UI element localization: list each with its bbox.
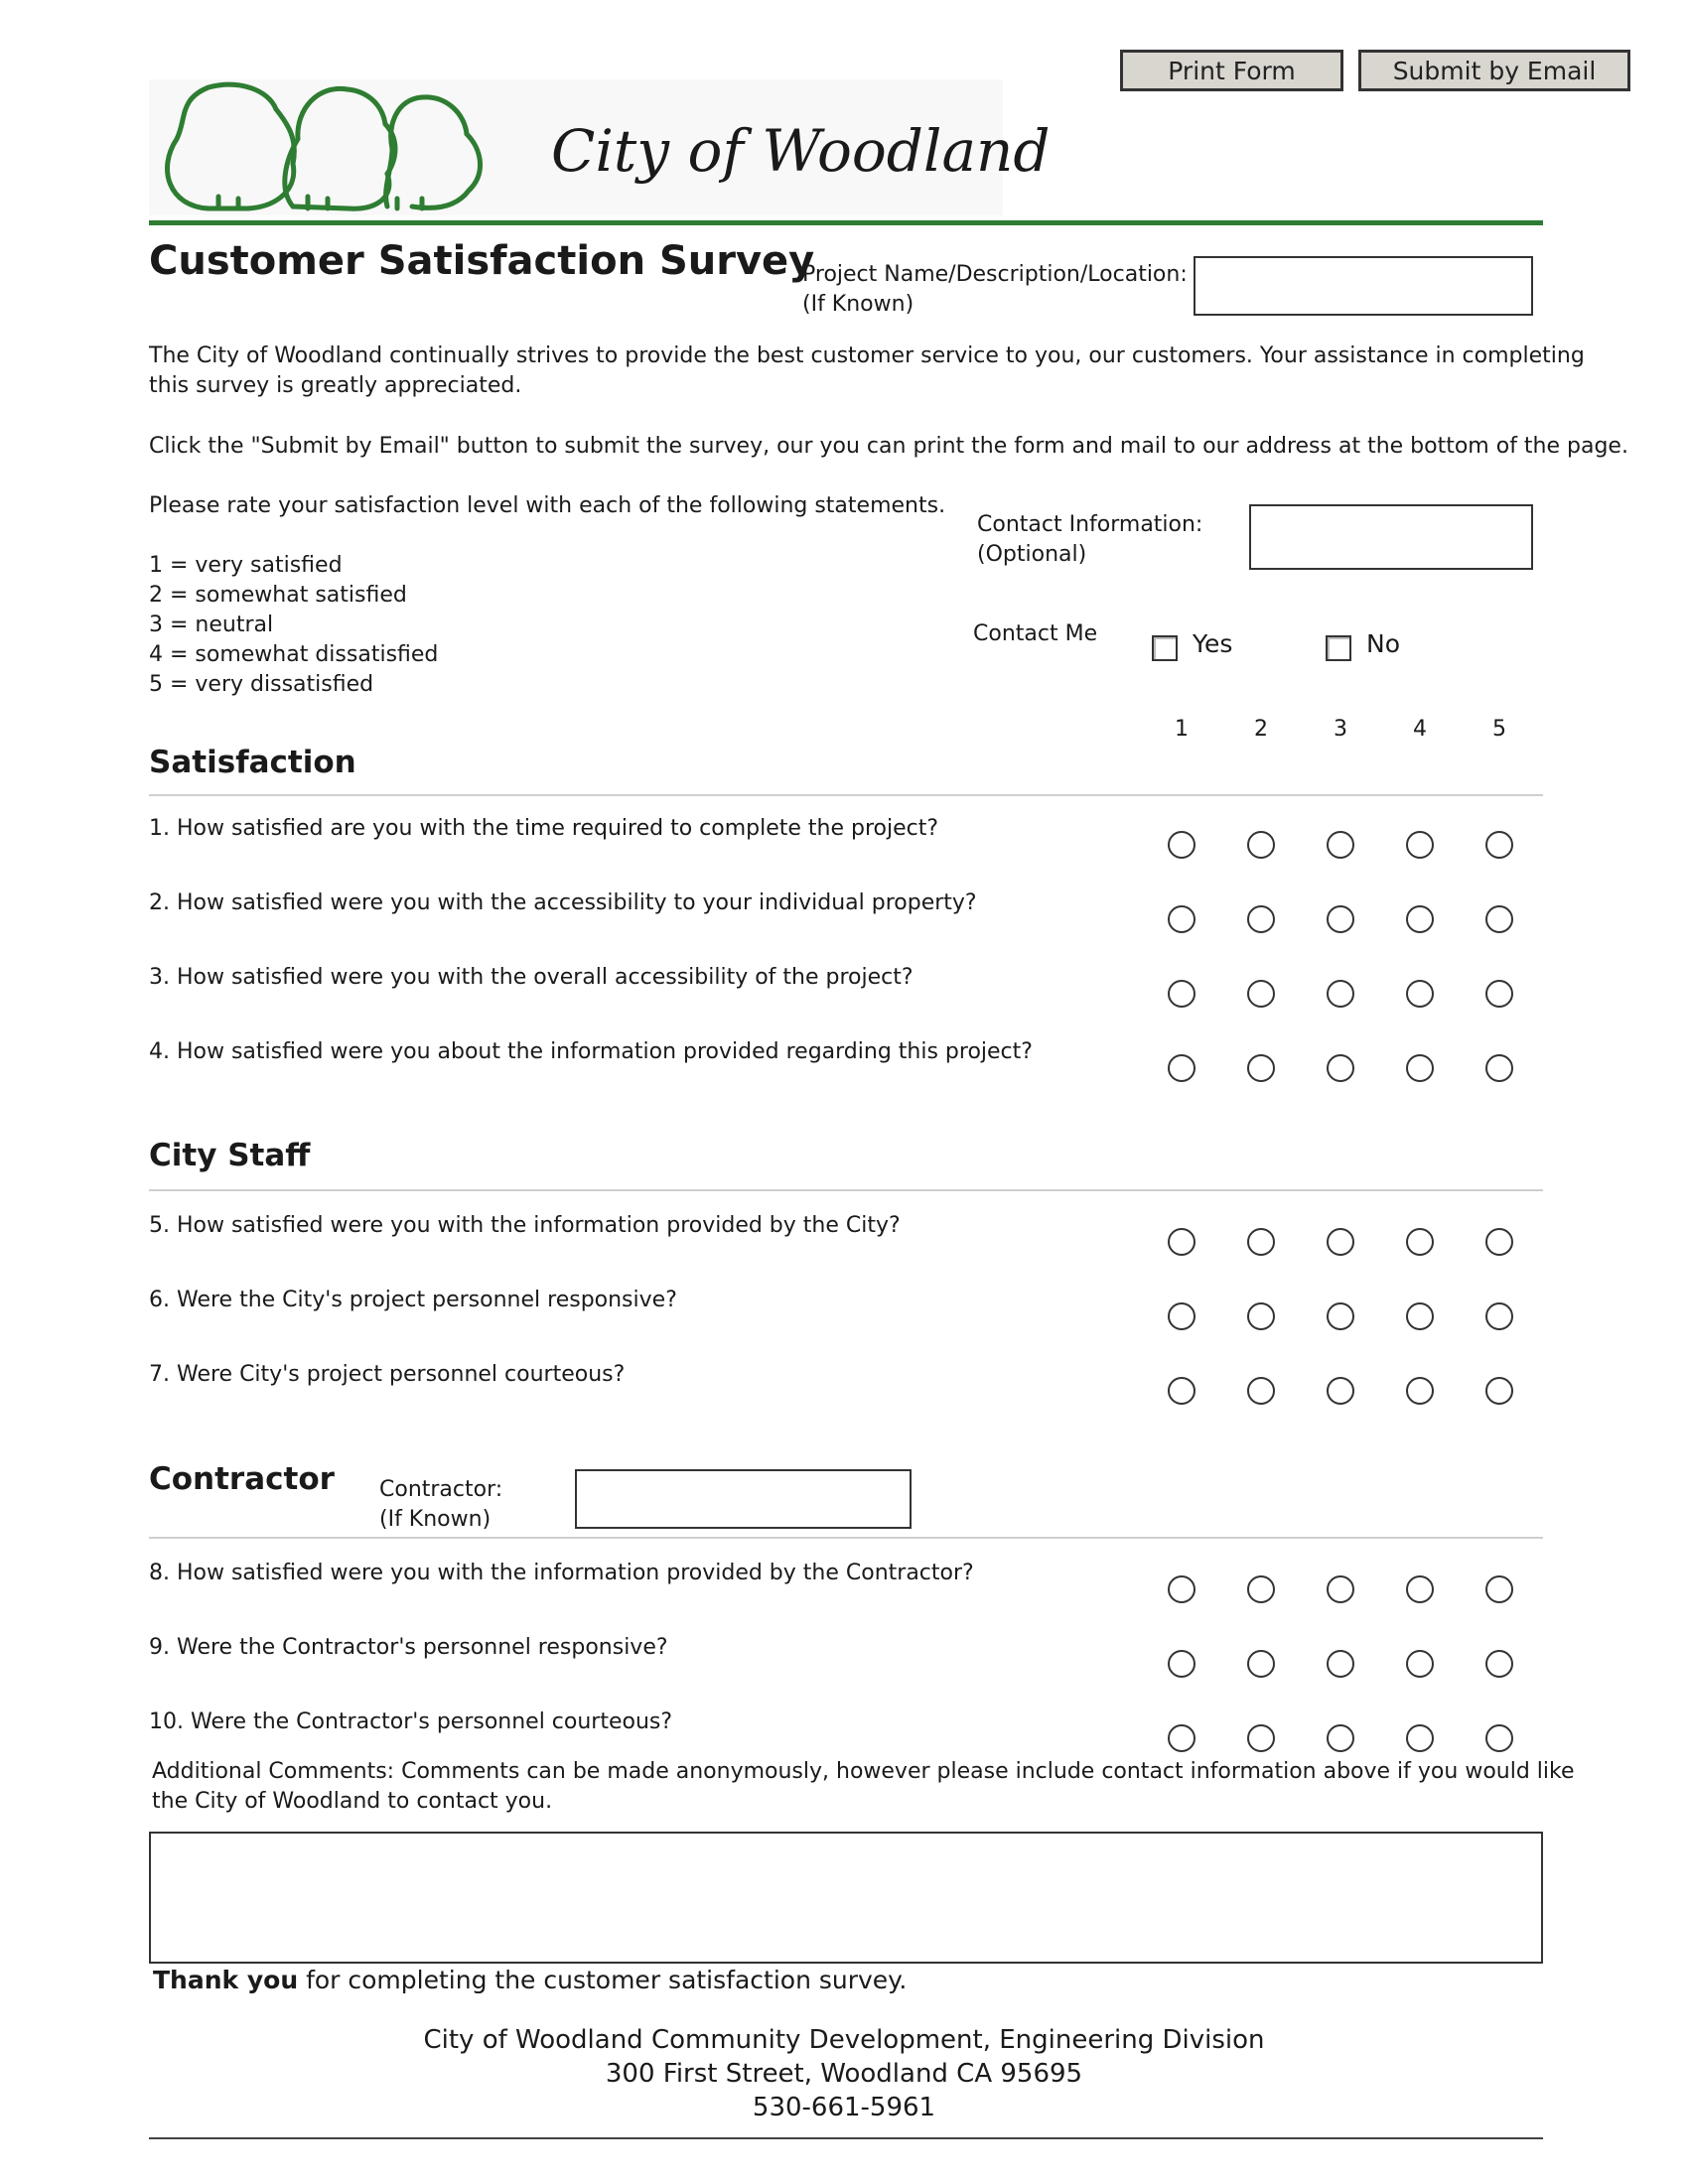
scale-header-3: 3 — [1334, 717, 1347, 742]
question-2: 2. How satisfied were you with the accessibility to your individual property? — [149, 890, 977, 915]
section-divider — [149, 1537, 1543, 1539]
scale-header-4: 4 — [1413, 717, 1427, 742]
header-rule — [149, 220, 1543, 225]
rating-radio-q9-5[interactable] — [1485, 1650, 1513, 1678]
rating-legend — [149, 551, 438, 700]
rating-radio-q2-5[interactable] — [1485, 905, 1513, 933]
question-1: 1. How satisfied are you with the time required to complete the project? — [149, 816, 939, 841]
rating-radio-q8-4[interactable] — [1406, 1575, 1434, 1603]
question-3: 3. How satisfied were you with the overall accessibility of the project? — [149, 965, 914, 990]
rating-radio-q10-2[interactable] — [1247, 1724, 1275, 1752]
rating-radio-q1-2[interactable] — [1247, 831, 1275, 859]
rating-radio-q5-1[interactable] — [1168, 1228, 1196, 1256]
thank-you-text — [153, 1966, 907, 1995]
rating-radio-q1-1[interactable] — [1168, 831, 1196, 859]
footer-department: City of Woodland Community Development, Engineering Division — [423, 2025, 1265, 2055]
contact-me-label: Contact Me — [973, 621, 1098, 646]
contact-info-sublabel: (Optional) — [977, 542, 1087, 567]
logo-text: City of Woodland — [551, 117, 1051, 185]
scale-header-1: 1 — [1175, 717, 1189, 742]
rating-radio-q6-5[interactable] — [1485, 1302, 1513, 1330]
additional-comments-textarea[interactable] — [149, 1832, 1543, 1964]
question-9: 9. Were the Contractor's personnel responsive? — [149, 1635, 668, 1660]
legend-item: 2 = somewhat satisfied — [149, 583, 407, 608]
rating-radio-q10-4[interactable] — [1406, 1724, 1434, 1752]
rating-radio-q4-5[interactable] — [1485, 1054, 1513, 1082]
section-title-city-staff: City Staff — [149, 1138, 311, 1173]
thank-you-rest: for completing the customer satisfaction survey. — [298, 1966, 908, 1994]
legend-item: 4 = somewhat dissatisfied — [149, 642, 439, 667]
rating-radio-q4-4[interactable] — [1406, 1054, 1434, 1082]
footer-rule — [149, 2137, 1543, 2139]
rating-radio-q6-4[interactable] — [1406, 1302, 1434, 1330]
rating-radio-q1-3[interactable] — [1327, 831, 1354, 859]
rating-radio-q5-2[interactable] — [1247, 1228, 1275, 1256]
rating-radio-q3-3[interactable] — [1327, 980, 1354, 1008]
legend-item: 1 = very satisfied — [149, 553, 343, 578]
rating-radio-q1-5[interactable] — [1485, 831, 1513, 859]
rating-radio-q2-2[interactable] — [1247, 905, 1275, 933]
legend-item: 5 = very dissatisfied — [149, 672, 374, 697]
contractor-field-sublabel: (If Known) — [379, 1507, 492, 1532]
legend-item: 3 = neutral — [149, 613, 274, 637]
rating-radio-q6-2[interactable] — [1247, 1302, 1275, 1330]
rating-radio-q3-2[interactable] — [1247, 980, 1275, 1008]
rating-radio-q7-4[interactable] — [1406, 1377, 1434, 1405]
intro-text-line-2: this survey is greatly appreciated. — [149, 373, 522, 398]
rating-prompt: Please rate your satisfaction level with each of the following statements. — [149, 493, 946, 518]
rating-radio-q8-2[interactable] — [1247, 1575, 1275, 1603]
section-title-contractor: Contractor — [149, 1461, 335, 1497]
contact-yes-label: Yes — [1193, 629, 1233, 658]
thank-you-bold: Thank you — [153, 1966, 299, 1994]
contact-info-label: Contact Information: — [977, 512, 1203, 537]
rating-radio-q4-2[interactable] — [1247, 1054, 1275, 1082]
contact-yes-checkbox[interactable] — [1152, 635, 1178, 661]
rating-radio-q6-1[interactable] — [1168, 1302, 1196, 1330]
project-name-input[interactable] — [1194, 256, 1533, 316]
rating-radio-q7-1[interactable] — [1168, 1377, 1196, 1405]
rating-radio-q9-1[interactable] — [1168, 1650, 1196, 1678]
question-10: 10. Were the Contractor's personnel courteous? — [149, 1709, 673, 1734]
rating-radio-q4-1[interactable] — [1168, 1054, 1196, 1082]
rating-radio-q3-5[interactable] — [1485, 980, 1513, 1008]
rating-radio-q2-1[interactable] — [1168, 905, 1196, 933]
rating-radio-q2-3[interactable] — [1327, 905, 1354, 933]
print-form-button[interactable]: Print Form — [1120, 50, 1343, 91]
comments-instructions-line-1: Additional Comments: Comments can be made anonymously, however please include contact information above if you would like — [152, 1759, 1575, 1784]
intro-text-line-1: The City of Woodland continually strives to provide the best customer service to you, our customers. Your assistance in completing — [149, 343, 1585, 368]
city-logo — [149, 79, 1051, 215]
contact-no-label: No — [1366, 629, 1400, 658]
rating-radio-q7-3[interactable] — [1327, 1377, 1354, 1405]
rating-radio-q10-3[interactable] — [1327, 1724, 1354, 1752]
rating-radio-q9-4[interactable] — [1406, 1650, 1434, 1678]
rating-radio-q9-2[interactable] — [1247, 1650, 1275, 1678]
scale-header-2: 2 — [1254, 717, 1268, 742]
rating-radio-q7-5[interactable] — [1485, 1377, 1513, 1405]
project-field-sublabel: (If Known) — [802, 292, 914, 317]
footer-address: 300 First Street, Woodland CA 95695 — [605, 2059, 1083, 2089]
scale-header-5: 5 — [1492, 717, 1506, 742]
section-title-satisfaction: Satisfaction — [149, 745, 356, 780]
project-field-label: Project Name/Description/Location: — [802, 262, 1188, 287]
contact-no-checkbox[interactable] — [1326, 635, 1351, 661]
question-7: 7. Were City's project personnel courteous? — [149, 1362, 626, 1387]
rating-radio-q5-4[interactable] — [1406, 1228, 1434, 1256]
section-divider — [149, 794, 1543, 796]
section-divider — [149, 1189, 1543, 1191]
rating-radio-q3-4[interactable] — [1406, 980, 1434, 1008]
rating-radio-q10-1[interactable] — [1168, 1724, 1196, 1752]
rating-radio-q5-3[interactable] — [1327, 1228, 1354, 1256]
contractor-field-label: Contractor: — [379, 1477, 503, 1502]
rating-radio-q2-4[interactable] — [1406, 905, 1434, 933]
question-4: 4. How satisfied were you about the information provided regarding this project? — [149, 1039, 1033, 1064]
question-8: 8. How satisfied were you with the information provided by the Contractor? — [149, 1561, 974, 1585]
contact-info-input[interactable] — [1249, 504, 1533, 570]
rating-radio-q9-3[interactable] — [1327, 1650, 1354, 1678]
comments-instructions-line-2: the City of Woodland to contact you. — [152, 1789, 553, 1814]
rating-radio-q8-3[interactable] — [1327, 1575, 1354, 1603]
rating-radio-q8-5[interactable] — [1485, 1575, 1513, 1603]
instructions-text: Click the "Submit by Email" button to submit the survey, our you can print the form and mail to our address at the bottom of the page. — [149, 434, 1628, 459]
submit-by-email-button[interactable]: Submit by Email — [1358, 50, 1630, 91]
question-5: 5. How satisfied were you with the information provided by the City? — [149, 1213, 901, 1238]
rating-radio-q6-3[interactable] — [1327, 1302, 1354, 1330]
rating-radio-q5-5[interactable] — [1485, 1228, 1513, 1256]
rating-radio-q10-5[interactable] — [1485, 1724, 1513, 1752]
question-6: 6. Were the City's project personnel responsive? — [149, 1288, 677, 1312]
rating-radio-q3-1[interactable] — [1168, 980, 1196, 1008]
contractor-input[interactable] — [575, 1469, 912, 1529]
rating-radio-q4-3[interactable] — [1327, 1054, 1354, 1082]
rating-radio-q8-1[interactable] — [1168, 1575, 1196, 1603]
page-title: Customer Satisfaction Survey — [149, 238, 815, 284]
rating-radio-q7-2[interactable] — [1247, 1377, 1275, 1405]
footer-phone: 530-661-5961 — [752, 2093, 936, 2122]
rating-radio-q1-4[interactable] — [1406, 831, 1434, 859]
